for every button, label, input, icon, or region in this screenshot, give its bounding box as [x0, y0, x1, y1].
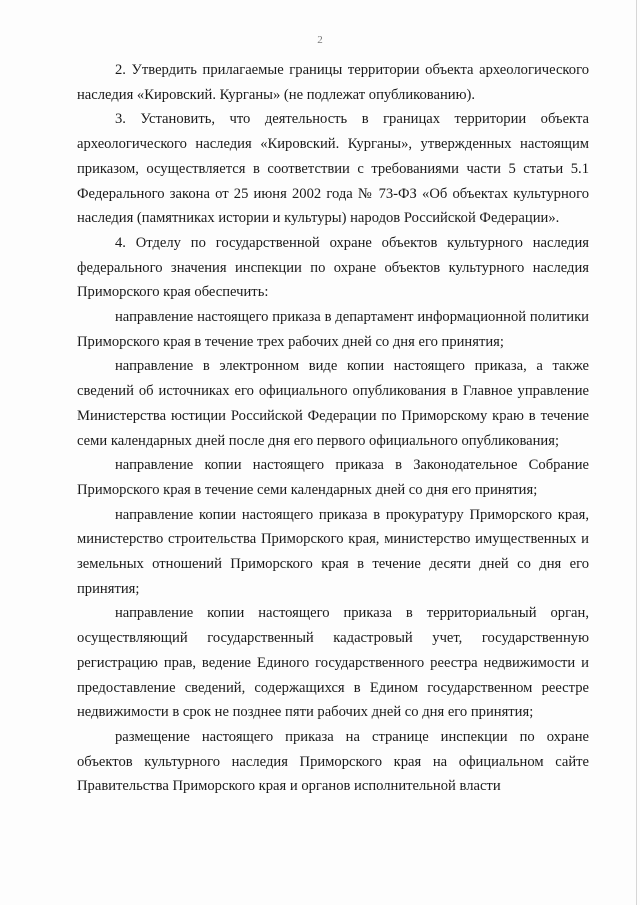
- paragraph-publish-website: размещение настоящего приказа на странице инспекции по охране объектов культурного наследия Приморского края на официальном сайте Правительства Приморского края и органов исполнительной власти: [77, 728, 589, 795]
- paragraph-establish-activity: 3. Установить, что деятельность в границах территории объекта археологического наследия «Кировский. Курганы», утвержденных настоящим приказом, осуществляется в соответствии с требованиями части 5 статьи 5.1 Федерального закона от 25 июня 2002 года № 73-ФЗ «Об объектах культурного наследия (памятниках истории и культуры) народов Российской Федерации».: [77, 111, 589, 227]
- paragraph-send-prosecutor: направление копии настоящего приказа в прокуратуру Приморского края, министерство строительства Приморского края, министерство имущественных и земельных отношений Приморского края в течение десяти дней со дня его принятия;: [77, 506, 589, 597]
- paragraph-approve-boundaries: 2. Утвердить прилагаемые границы территории объекта археологического наследия «Кировский. Курганы» (не подлежат опубликованию).: [77, 62, 589, 103]
- document-body: [77, 58, 589, 799]
- paragraph-send-cadastral: направление копии настоящего приказа в территориальный орган, осуществляющий государственный кадастровый учет, государственную регистрацию прав, ведение Единого государственного реестра недвижимости и предоставление сведений, содержащихся в Едином государственном реестре недвижимости в срок не позднее пяти рабочих дней со дня его принятия;: [77, 605, 589, 721]
- page-number: 2: [317, 34, 323, 46]
- paragraph-send-legislative-assembly: направление копии настоящего приказа в Законодательное Собрание Приморского края в течение семи календарных дней со дня его принятия;: [77, 457, 589, 498]
- paragraph-send-info-policy: направление настоящего приказа в департамент информационной политики Приморского края в течение трех рабочих дней со дня его принятия;: [77, 309, 589, 350]
- paragraph-department-ensure: 4. Отделу по государственной охране объектов культурного наследия федерального значения инспекции по охране объектов культурного наследия Приморского края обеспечить:: [77, 234, 589, 301]
- paragraph-send-ministry-justice: направление в электронном виде копии настоящего приказа, а также сведений об источниках его официального опубликования в Главное управление Министерства юстиции Российской Федерации по Приморскому краю в течение семи календарных дней после дня его первого официального опубликования;: [77, 358, 589, 449]
- page-edge: [636, 0, 637, 905]
